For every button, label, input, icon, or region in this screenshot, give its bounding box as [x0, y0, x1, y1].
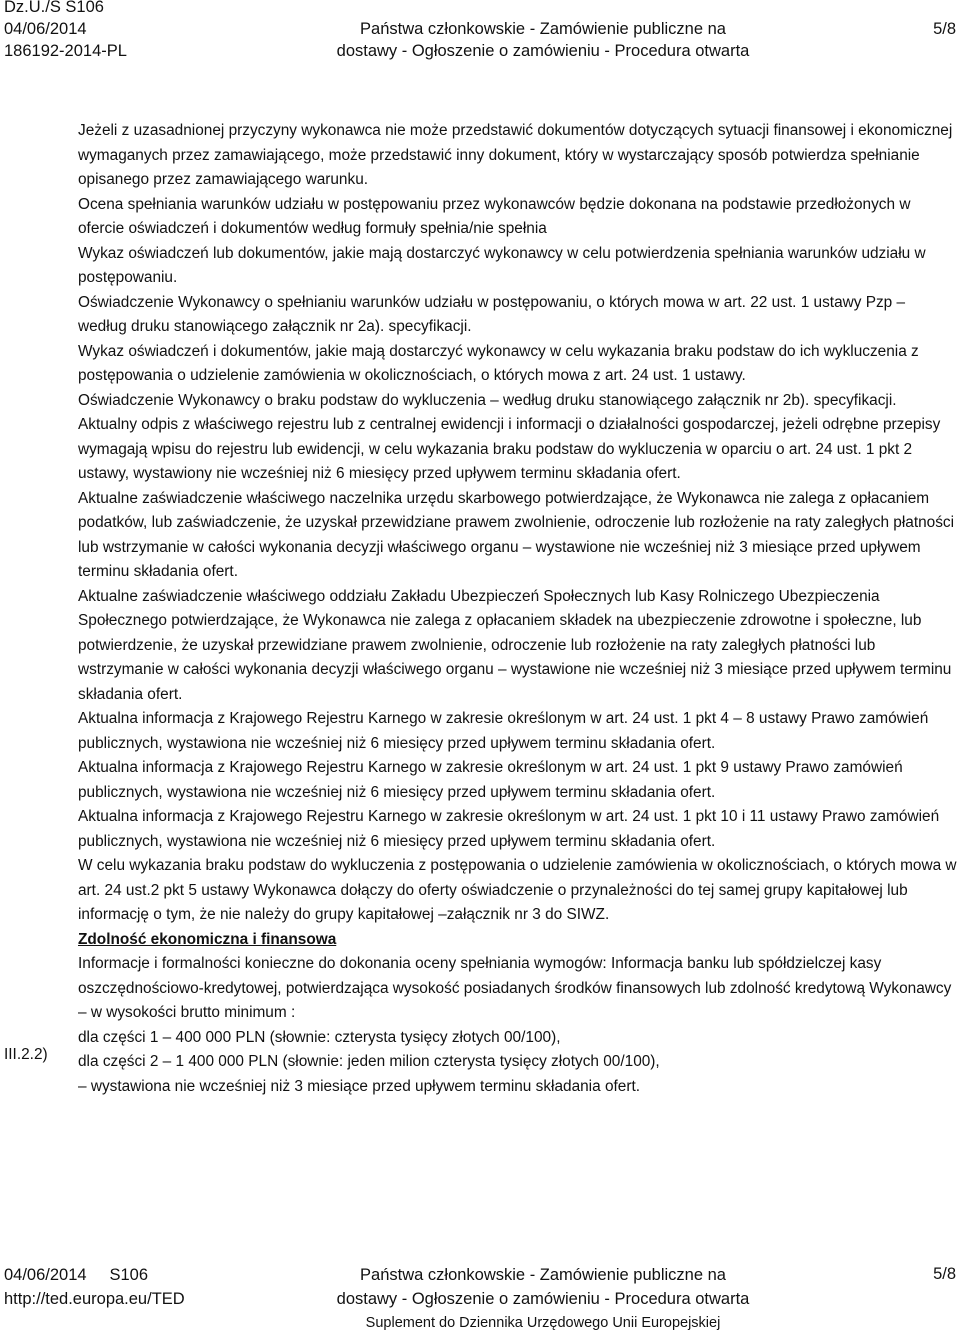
body-paragraph: Oświadczenie Wykonawcy o spełnianiu warunków udziału w postępowaniu, o których mowa w art. 22 ust. 1 ustawy Pzp – według druku stanowiącego załącznik nr 2a). specyfikacji. [78, 293, 906, 335]
requirements-list [78, 119, 958, 928]
body-paragraph: Oświadczenie Wykonawcy o braku podstaw do wykluczenia – według druku stanowiącego załącznik nr 2b). specyfikacji. [78, 391, 897, 409]
journal-ref: Dz.U./S S106 [4, 0, 104, 16]
body-paragraph: Jeżeli z uzasadnionej przyczyny wykonawca nie może przedstawić dokumentów dotyczących sytuacji finansowej i ekonomicznej wymaganych przez zamawiającego, może przedstawić inny dokument, który w wystarczający sposób potwierdza spełnianie opisanego przez zamawiającego warunku. [78, 122, 953, 188]
body-paragraph: Wykaz oświadczeń i dokumentów, jakie mają dostarczyć wykonawcy w celu wykazania braku podstaw do ich wykluczenia z postępowania o udzielenie zamówienia w okolicznościach, o których mowa z art. 24 ust. 1 ustawy. [78, 342, 919, 384]
body-paragraph: Aktualny odpis z właściwego rejestru lub z centralnej ewidencji i informacji o działalności gospodarczej, jeżeli odrębne przepisy wymagają wpisu do rejestru lub ewidencji, w celu wykazania braku podstaw do wykluczenia w oparciu o art. 24 ust. 1 pkt 2 ustawy, wystawiony nie wcześniej niż 6 miesięcy przed upływem terminu składania ofert. [78, 416, 941, 482]
header-title-line1: Państwa członkowskie - Zamówienie publiczne na [360, 20, 726, 38]
footer-title [334, 1263, 752, 1335]
body-paragraph: Aktualne zaświadczenie właściwego naczelnika urzędu skarbowego potwierdzające, że Wykonawca nie zalega z opłacaniem podatków, lub zaświadczenie, że uzyskał przewidziane prawem zwolnienie, odroczenie lub rozłożenie na raty zaległych płatności lub wstrzymanie w całości wykonania decyzji właściwego organu – wystawione nie wcześniej niż 3 miesiące przed upływem terminu składania ofert. [78, 489, 955, 580]
section-paragraph: dla części 1 – 400 000 PLN (słownie: czterysta tysięcy złotych 00/100), [78, 1028, 561, 1046]
footer-title-line2: dostawy - Ogłoszenie o zamówieniu - Procedura otwarta [336, 1290, 750, 1308]
header-date: 04/06/2014 [4, 20, 87, 38]
body-paragraph: W celu wykazania braku podstaw do wykluczenia z postępowania o udzielenie zamówienia w okolicznościach, o których mowa w art. 24 ust.2 pkt 5 ustawy Wykonawca dołączy do oferty oświadczenie o przynależności do tej samej grupy kapitałowej lub informację o tym, że nie należy do grupy kapitałowej –załącznik nr 3 do SIWZ. [78, 857, 957, 923]
footer-date-code: 04/06/2014 S106 [4, 1266, 149, 1284]
section-paragraph: – wystawiona nie wcześniej niż 3 miesiące przed upływem terminu składania ofert. [78, 1077, 641, 1095]
document-id: 186192-2014-PL [4, 42, 127, 60]
section-paragraph: Informacje i formalności konieczne do dokonania oceny spełniania wymogów: Informacja banku lub spółdzielczej kasy oszczędnościowo-kredytowej, potwierdzająca wysokość posiadanych środków finansowych lub zdolność kredytową Wykonawcy – w wysokości brutto minimum : [78, 955, 952, 1021]
body-paragraph: Aktualna informacja z Krajowego Rejestru Karnego w zakresie określonym w art. 24 ust. 1 pkt 10 i 11 ustawy Prawo zamówień publicznych, wystawiona nie wcześniej niż 6 miesięcy przed upływem terminu składania ofert. [78, 808, 940, 850]
body-paragraph: Aktualne zaświadczenie właściwego oddziału Zakładu Ubezpieczeń Społecznych lub Kasy Rolniczego Ubezpieczenia Społecznego potwierdzające, że Wykonawca nie zalega z opłacaniem składek na ubezpieczenie zdrowotne i społeczne, lub potwierdzenie, że uzyskał przewidziane prawem zwolnienie, odroczenie lub rozłożenie na raty zaległych płatności lub wstrzymanie w całości wykonania decyzji właściwego organu – wystawione nie wcześniej niż 3 miesiące przed upływem terminu składania ofert. [78, 587, 952, 703]
header-title-line2: dostawy - Ogłoszenie o zamówieniu - Procedura otwarta [336, 42, 750, 60]
section-economic-capacity [78, 928, 958, 1100]
footer-left [4, 1263, 185, 1311]
footer-url: http://ted.europa.eu/TED [4, 1290, 185, 1308]
header-title [334, 18, 752, 62]
header-page-number: 5/8 [933, 20, 956, 38]
body-paragraph: Aktualna informacja z Krajowego Rejestru Karnego w zakresie określonym w art. 24 ust. 1 pkt 9 ustawy Prawo zamówień publicznych, wystawiona nie wcześniej niż 6 miesięcy przed upływem terminu składania ofert. [78, 759, 903, 801]
body-paragraph: Wykaz oświadczeń lub dokumentów, jakie mają dostarczyć wykonawcy w celu potwierdzenia spełniania warunków udziału w postępowaniu. [78, 244, 926, 286]
body-paragraph: Aktualna informacja z Krajowego Rejestru Karnego w zakresie określonym w art. 24 ust. 1 pkt 4 – 8 ustawy Prawo zamówień publicznych, wystawiona nie wcześniej niż 6 miesięcy przed upływem terminu składania ofert. [78, 710, 929, 752]
footer-title-line1: Państwa członkowskie - Zamówienie publiczne na [360, 1266, 726, 1284]
section-paragraphs [78, 952, 958, 1099]
section-title: Zdolność ekonomiczna i finansowa [78, 930, 337, 948]
document-body [78, 119, 958, 1099]
footer-title-line3: Suplement do Dziennika Urzędowego Unii Europejskiej [365, 1315, 721, 1331]
footer-page-number: 5/8 [933, 1265, 956, 1283]
section-paragraph: dla części 2 – 1 400 000 PLN (słownie: jeden milion czterysta tysięcy złotych 00/100), [78, 1053, 660, 1070]
body-paragraph: Ocena spełniania warunków udziału w postępowaniu przez wykonawców będzie dokonana na podstawie przedłożonych w ofercie oświadczeń i dokumentów według formuły spełnia/nie spełnia [78, 195, 911, 237]
section-number: III.2.2) [4, 1046, 48, 1063]
header-left [4, 0, 127, 62]
